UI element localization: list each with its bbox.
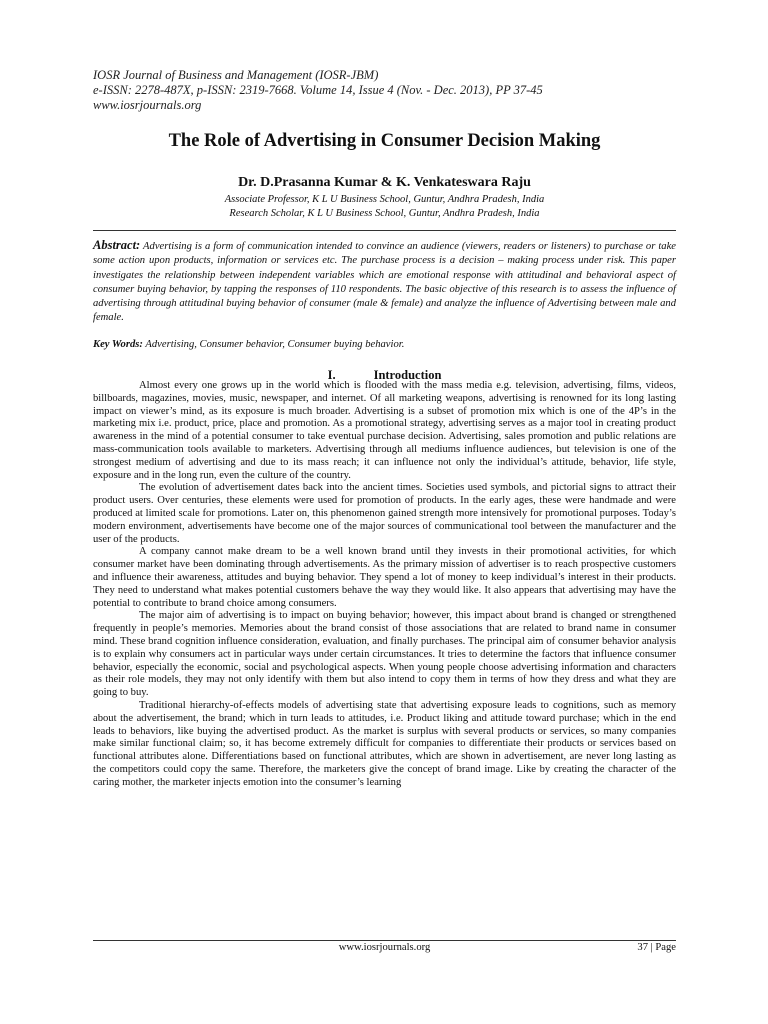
body-text [93, 380, 676, 790]
journal-name: IOSR Journal of Business and Management (IOSR-JBM) [93, 68, 379, 82]
paper-authors: Dr. D.Prasanna Kumar & K. Venkateswara Raju [238, 175, 531, 190]
paragraph: A company cannot make dream to be a well known brand until they invests in their promotional activities, for which consumer market have been dominating through advertisements. As the primary mission of advertiser is to reach prospective customers and influence their awareness, attitudes and buying behavior. They spend a lot of money to keep individual’s interest in their products. They need to understand what makes potential customers behave the way they would like. It also appears that advertising may have the potential to contribute to brand choice among consumers. [93, 546, 676, 609]
paragraph: Traditional hierarchy-of-effects models of advertising state that advertising exposure leads to cognitions, such as memory about the advertisement, the brand; which in turn leads to attitudes, i.e. Product liking and attitude toward purchase; which in the end leads to behaviors, like buying the advertised product. As the market is surplus with several products or services, so many companies make similar functional claim; so, it has become extremely difficult for companies to differentiate their products or services based on functional attributes alone. Differentiations based on functional attributes, which are shown in advertisement, are never long lasting as the competitors could copy the same. Therefore, the marketers give the concept of brand image. Like by creating the character of the caring mother, the marketer injects emotion into the consumer’s learning [93, 699, 676, 788]
keywords-label: Key Words: [93, 339, 143, 350]
section-title: Introduction [373, 368, 442, 382]
keywords [93, 339, 676, 350]
journal-website: www.iosrjournals.org [93, 98, 202, 112]
page-number: 37 | Page [637, 942, 676, 953]
author-affiliation-1: Associate Professor, K L U Business School, Guntur, Andhra Pradesh, India [224, 194, 545, 205]
footer-divider [93, 940, 676, 941]
journal-issn: e-ISSN: 2278-487X, p-ISSN: 2319-7668. Volume 14, Issue 4 (Nov. - Dec. 2013), PP 37-45 [93, 83, 543, 97]
page-footer [93, 942, 676, 956]
header-divider [93, 230, 676, 231]
abstract-text: Advertising is a form of communication intended to convince an audience (viewers, readers or listeners) to purchase or take some action upon products, information or services etc. The purchase process is a decision – making process under risk. This paper investigates the relationship between independent variables which are emotional response with attitudinal and behavioral aspect of consumer buying behavior, by tapping the responses of 110 respondents. The basic objective of this research is to assess the influence of advertising through attitudinal buying behavior of consumer (male & female) and analyze the influence of Advertising between male and female. [93, 241, 676, 324]
paragraph: The evolution of advertisement dates back into the ancient times. Societies used symbols, and pictorial signs to attract their product users. Over centuries, these elements were used for promotion of products. In the early ages, these were handmade and were produced at limited scale for promotions. Later on, this phenomenon gained strength more intensively for promotional purposes. Today’s modern environment, advertisements have become one of the major sources of communicational tool between the manufacturer and the user of the products. [93, 482, 676, 545]
paragraph: Almost every one grows up in the world which is flooded with the mass media e.g. television, advertising, films, videos, billboards, magazines, movies, music, newspaper, and internet. Of all marketing weapons, advertising is renowned for its long lasting impact on viewer’s mind, as its exposure is much broader. Advertising is a subset of promotion mix which is one of the 4P’s in the marketing mix i.e. product, price, place and promotion. As a promotional strategy, advertising serves as a major tool in creating product awareness in the mind of a potential consumer to take eventual purchase decision. Advertising, sales promotion and public relations are mass-communication tools available to marketers. Advertising through all mediums influence audiences, but television is one of the strongest medium of advertising and due to its mass reach; it can influence not only the individual’s attitude, behavior, life style, exposure and in the long run, even the culture of the country. [93, 380, 676, 481]
paragraph: The major aim of advertising is to impact on buying behavior; however, this impact about brand is changed or strengthened frequently in people’s memories. Memories about the brand consist of those associations that are related to brand name in consumer mind. These brand cognition influence consideration, evaluation, and finally purchases. The principal aim of consumer behavior analysis is to explain why consumers act in particular ways under certain circumstances. It tries to determine the factors that influence consumer behavior, especially the economic, social and psychological aspects. When young people choose advertising information and characters as their role models, they may not only identify with them but also intend to copy them in terms of how they dress and what they are going to buy. [93, 610, 676, 699]
section-number: I. [327, 368, 336, 382]
author-affiliation-2: Research Scholar, K L U Business School, Guntur, Andhra Pradesh, India [229, 208, 540, 219]
abstract-label: Abstract: [93, 238, 141, 252]
paper-title: The Role of Advertising in Consumer Decision Making [168, 131, 601, 151]
footer-url: www.iosrjournals.org [338, 942, 431, 953]
keywords-text: Advertising, Consumer behavior, Consumer buying behavior. [145, 339, 405, 350]
journal-header [93, 68, 683, 113]
abstract [93, 238, 676, 326]
